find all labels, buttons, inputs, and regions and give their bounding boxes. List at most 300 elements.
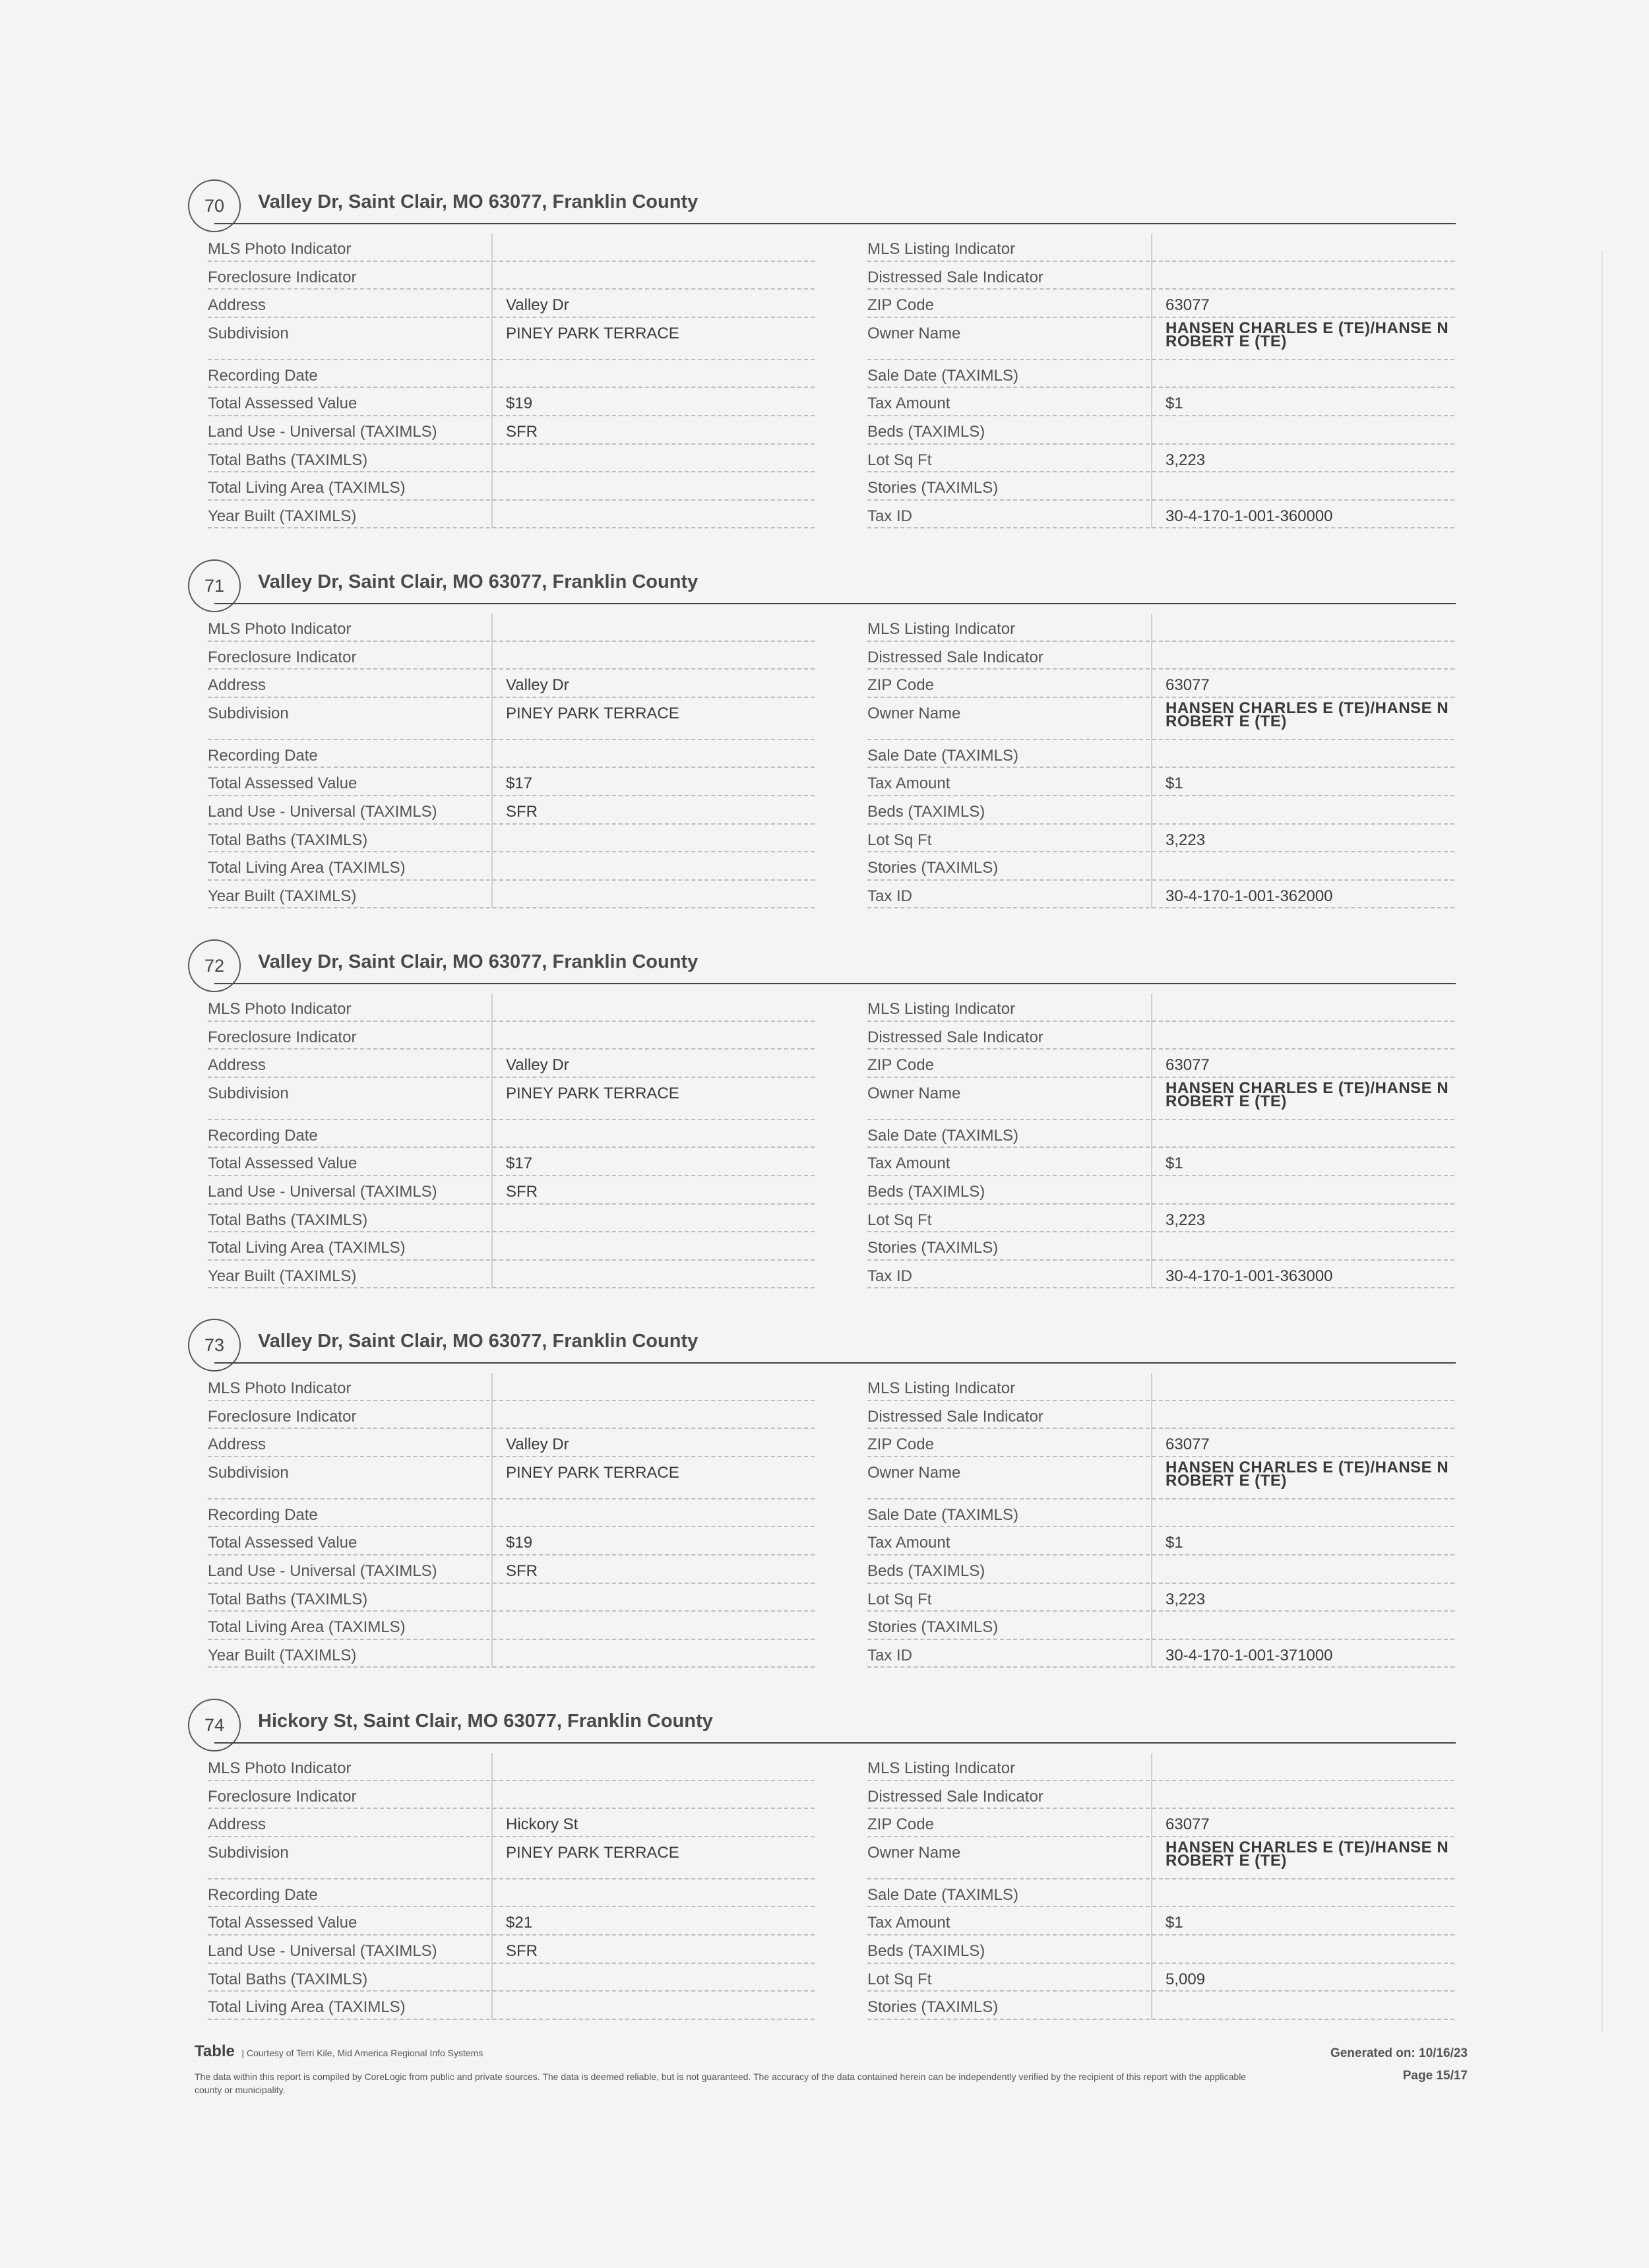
fields-column-right [867, 614, 1454, 908]
field-row [867, 1499, 1454, 1528]
field-label: Owner Name [867, 1843, 961, 1862]
field-value-cell [491, 768, 793, 796]
field-row [208, 852, 815, 881]
field-label: MLS Photo Indicator [208, 1000, 352, 1018]
field-row [208, 262, 815, 290]
field-row [867, 1879, 1454, 1908]
field-value-cell [491, 1527, 793, 1556]
field-value-cell [1151, 472, 1456, 501]
field-value-cell [491, 1078, 793, 1120]
field-label: Stories (TAXIMLS) [867, 1618, 999, 1637]
field-row [867, 852, 1454, 881]
field-label: Lot Sq Ft [867, 1590, 932, 1608]
field-value-cell [491, 1640, 793, 1668]
field-row [208, 1964, 815, 1992]
field-label: Lot Sq Ft [867, 1970, 932, 1988]
property-record [188, 179, 1454, 525]
field-label: Address [208, 1056, 266, 1075]
field-row [208, 1022, 815, 1050]
field-value-cell [1151, 614, 1456, 642]
record-header [188, 1319, 1454, 1375]
field-row [867, 1148, 1454, 1176]
field-label: MLS Photo Indicator [208, 620, 352, 638]
field-value: SFR [506, 802, 538, 821]
field-row [867, 1809, 1454, 1837]
record-number-badge: 72 [188, 939, 241, 992]
field-value: $17 [506, 1154, 533, 1173]
field-label: Tax Amount [867, 1154, 950, 1173]
field-label: Distressed Sale Indicator [867, 1787, 1043, 1806]
field-label: Owner Name [867, 324, 961, 342]
field-label: Tax Amount [867, 1534, 950, 1552]
field-row [208, 290, 815, 318]
field-row [208, 1261, 815, 1289]
field-value-cell [1151, 1907, 1456, 1936]
field-row [867, 642, 1454, 670]
field-value-cell [1151, 1781, 1456, 1810]
field-value-cell [491, 1373, 793, 1401]
field-label: Owner Name [867, 704, 961, 722]
record-header [188, 559, 1454, 616]
field-value-cell [1151, 1584, 1456, 1612]
field-value-cell [491, 796, 793, 825]
field-row [867, 501, 1454, 529]
field-value-cell [491, 472, 793, 501]
field-value-cell [491, 1261, 793, 1289]
field-row [208, 445, 815, 473]
field-label: MLS Photo Indicator [208, 1759, 352, 1777]
field-row [208, 234, 815, 262]
field-label: Beds (TAXIMLS) [867, 422, 985, 441]
field-value: Valley Dr [506, 676, 569, 695]
field-row [867, 290, 1454, 318]
field-label: Foreclosure Indicator [208, 648, 357, 666]
field-row [208, 1078, 815, 1120]
field-row [208, 1640, 815, 1668]
field-value-cell [1151, 1837, 1456, 1879]
footer-disclaimer: The data within this report is compiled by CoreLogic from public and private sources. The data is deemed reliable, but is not guaranteed. The accuracy of the data contained herein can be independently verified by the recipient of this report with the applicable county or municipality. [195, 2071, 1247, 2095]
field-value-cell [1151, 1527, 1456, 1556]
field-row [208, 1879, 815, 1908]
field-row [867, 993, 1454, 1022]
field-row [867, 1373, 1454, 1401]
field-row [208, 1457, 815, 1499]
field-row [208, 1781, 815, 1810]
field-value: $17 [506, 774, 533, 793]
fields-column-left [208, 1753, 815, 2020]
field-label: Lot Sq Ft [867, 1211, 932, 1229]
field-value-cell [1151, 1879, 1456, 1908]
field-row [208, 1753, 815, 1781]
field-value-cell [491, 1148, 793, 1176]
field-value: 63077 [1166, 1815, 1210, 1834]
field-row [208, 881, 815, 909]
field-label: Total Living Area (TAXIMLS) [208, 479, 406, 497]
field-row [208, 388, 815, 416]
record-divider [214, 1362, 1456, 1364]
field-value: SFR [506, 422, 538, 441]
field-label: ZIP Code [867, 296, 934, 315]
field-value-cell [491, 1753, 793, 1781]
fields-column-left [208, 614, 815, 908]
field-value-cell [1151, 262, 1456, 290]
field-value-cell [491, 1907, 793, 1936]
field-value: $19 [506, 394, 533, 413]
field-value-cell [491, 1781, 793, 1810]
field-value-cell [1151, 1401, 1456, 1430]
field-value: 63077 [1166, 296, 1210, 315]
field-value-cell [1151, 416, 1456, 445]
field-label: Beds (TAXIMLS) [867, 1182, 985, 1201]
field-row [208, 740, 815, 769]
field-row [867, 1753, 1454, 1781]
field-value-cell [1151, 881, 1456, 909]
field-value: $21 [506, 1914, 533, 1932]
footer-meta [1330, 2042, 1468, 2087]
field-row [208, 416, 815, 445]
property-record [188, 1699, 1454, 2017]
field-value-cell [491, 1232, 793, 1261]
field-value-cell [1151, 318, 1456, 360]
field-label: Recording Date [208, 1505, 318, 1524]
field-label: Beds (TAXIMLS) [867, 802, 985, 821]
field-value-cell [491, 1612, 793, 1640]
field-row [208, 1612, 815, 1640]
field-value-cell [491, 614, 793, 642]
field-value-cell [491, 360, 793, 389]
field-row [867, 1232, 1454, 1261]
field-value-cell [1151, 445, 1456, 473]
field-label: MLS Photo Indicator [208, 240, 352, 258]
field-row [867, 1992, 1454, 2020]
field-label: Total Living Area (TAXIMLS) [208, 1618, 406, 1637]
field-label: Lot Sq Ft [867, 451, 932, 469]
field-row [867, 1556, 1454, 1584]
field-value: PINEY PARK TERRACE [506, 704, 679, 722]
field-label: Address [208, 676, 266, 695]
field-row [867, 1640, 1454, 1668]
field-row [867, 670, 1454, 698]
field-label: Land Use - Universal (TAXIMLS) [208, 1561, 437, 1580]
field-label: Sale Date (TAXIMLS) [867, 1126, 1018, 1145]
field-label: Total Assessed Value [208, 394, 358, 413]
field-value: PINEY PARK TERRACE [506, 1463, 679, 1482]
field-row [867, 1205, 1454, 1233]
record-title: Valley Dr, Saint Clair, MO 63077, Franklin County [258, 191, 699, 212]
field-value-cell [491, 1050, 793, 1078]
field-row [208, 670, 815, 698]
field-value-cell [491, 1120, 793, 1149]
field-row [867, 318, 1454, 360]
field-row [867, 1612, 1454, 1640]
field-value-cell [1151, 388, 1456, 416]
field-label: Recording Date [208, 366, 318, 385]
field-row [208, 1837, 815, 1879]
field-value-cell [1151, 234, 1456, 262]
field-label: Address [208, 1815, 266, 1834]
field-row [208, 1499, 815, 1528]
field-value-cell [1151, 852, 1456, 881]
field-value-cell [491, 1584, 793, 1612]
field-label: Owner Name [867, 1084, 961, 1102]
field-row [208, 1429, 815, 1457]
field-label: Address [208, 296, 266, 315]
field-label: Beds (TAXIMLS) [867, 1941, 985, 1960]
field-label: MLS Listing Indicator [867, 240, 1016, 258]
field-label: Owner Name [867, 1463, 961, 1482]
field-label: Subdivision [208, 1843, 289, 1862]
field-value-cell [491, 416, 793, 445]
field-label: ZIP Code [867, 1815, 934, 1834]
field-row [208, 1936, 815, 1964]
field-value-cell [1151, 1964, 1456, 1992]
record-divider [214, 603, 1456, 604]
field-label: Total Assessed Value [208, 1534, 358, 1552]
field-value: 3,223 [1166, 451, 1206, 469]
field-value-cell [491, 1499, 793, 1528]
field-label: Total Baths (TAXIMLS) [208, 1970, 368, 1988]
field-row [208, 796, 815, 825]
field-label: Land Use - Universal (TAXIMLS) [208, 1182, 437, 1201]
field-label: Stories (TAXIMLS) [867, 1998, 999, 2017]
field-label: Address [208, 1435, 266, 1454]
record-title: Hickory St, Saint Clair, MO 63077, Franklin County [258, 1711, 713, 1732]
field-label: Sale Date (TAXIMLS) [867, 1505, 1018, 1524]
field-value: SFR [506, 1182, 538, 1201]
field-label: Total Baths (TAXIMLS) [208, 831, 368, 849]
field-value-cell [1151, 1429, 1456, 1457]
record-divider [214, 223, 1456, 224]
field-value-cell [491, 1176, 793, 1205]
field-value-cell [491, 234, 793, 262]
field-row [867, 768, 1454, 796]
field-row [867, 825, 1454, 853]
field-value-cell [1151, 1612, 1456, 1640]
record-header [188, 1699, 1454, 1755]
field-label: Total Living Area (TAXIMLS) [208, 1998, 406, 2017]
field-label: Total Baths (TAXIMLS) [208, 1211, 368, 1229]
field-value: Valley Dr [506, 296, 569, 315]
field-value-cell [1151, 642, 1456, 670]
record-header [188, 939, 1454, 996]
field-row [867, 360, 1454, 389]
record-title: Valley Dr, Saint Clair, MO 63077, Franklin County [258, 571, 699, 592]
field-value-cell [491, 1936, 793, 1964]
record-number-badge: 71 [188, 559, 241, 612]
field-value: 63077 [1166, 676, 1210, 695]
field-row [867, 1936, 1454, 1964]
field-row [867, 472, 1454, 501]
field-row [867, 1457, 1454, 1499]
field-value-cell [1151, 1936, 1456, 1964]
field-value-cell [491, 1429, 793, 1457]
field-label: Land Use - Universal (TAXIMLS) [208, 422, 437, 441]
field-value-cell [491, 642, 793, 670]
field-row [867, 740, 1454, 769]
fields-column-right [867, 1753, 1454, 2020]
fields-column-left [208, 1373, 815, 1668]
field-value-cell [491, 1992, 793, 2020]
field-row [208, 1148, 815, 1176]
field-value: Valley Dr [506, 1435, 569, 1454]
field-value-cell [1151, 1640, 1456, 1668]
field-value-cell [1151, 1373, 1456, 1401]
field-label: Tax ID [867, 1267, 913, 1285]
field-label: Foreclosure Indicator [208, 1407, 357, 1426]
field-value-cell [491, 881, 793, 909]
field-label: Subdivision [208, 704, 289, 722]
field-label: Land Use - Universal (TAXIMLS) [208, 802, 437, 821]
field-label: Tax ID [867, 887, 913, 905]
field-value: 5,009 [1166, 1970, 1206, 1988]
field-label: Recording Date [208, 1885, 318, 1904]
field-row [208, 698, 815, 740]
field-label: Sale Date (TAXIMLS) [867, 366, 1018, 385]
field-row [208, 1373, 815, 1401]
field-label: Subdivision [208, 1084, 289, 1102]
field-value: PINEY PARK TERRACE [506, 1843, 679, 1862]
field-label: Year Built (TAXIMLS) [208, 887, 357, 905]
field-value: 30-4-170-1-001-362000 [1166, 887, 1333, 905]
field-row [208, 642, 815, 670]
field-value-cell [491, 1964, 793, 1992]
field-value: $1 [1166, 1154, 1183, 1173]
field-label: Year Built (TAXIMLS) [208, 1646, 357, 1664]
field-value-cell [1151, 501, 1456, 529]
field-value-cell [1151, 1078, 1456, 1120]
record-header [188, 179, 1454, 236]
field-label: MLS Photo Indicator [208, 1379, 352, 1397]
fields-column-left [208, 234, 815, 528]
field-value-cell [1151, 768, 1456, 796]
field-value-cell [491, 1556, 793, 1584]
field-label: Year Built (TAXIMLS) [208, 1267, 357, 1285]
field-value-cell [1151, 290, 1456, 318]
field-value-cell [1151, 1050, 1456, 1078]
record-title: Valley Dr, Saint Clair, MO 63077, Franklin County [258, 951, 699, 972]
field-value: 30-4-170-1-001-360000 [1166, 507, 1333, 525]
field-row [867, 1964, 1454, 1992]
field-row [208, 825, 815, 853]
property-record [188, 559, 1454, 905]
field-row [867, 1907, 1454, 1936]
field-label: MLS Listing Indicator [867, 1759, 1016, 1777]
field-value-cell [1151, 1022, 1456, 1050]
field-value: 63077 [1166, 1056, 1210, 1075]
field-label: Distressed Sale Indicator [867, 1407, 1043, 1426]
field-label: Recording Date [208, 746, 318, 765]
field-value-cell [1151, 825, 1456, 853]
field-row [867, 1022, 1454, 1050]
field-value: PINEY PARK TERRACE [506, 1084, 679, 1102]
field-label: Subdivision [208, 1463, 289, 1482]
field-label: ZIP Code [867, 1056, 934, 1075]
field-label: Total Assessed Value [208, 1154, 358, 1173]
field-value: HANSEN CHARLES E (TE)/HANSE N ROBERT E (TE) [1166, 319, 1449, 350]
field-row [208, 360, 815, 389]
record-divider [214, 983, 1456, 984]
field-row [867, 881, 1454, 909]
field-value: $1 [1166, 394, 1183, 413]
field-row [208, 1205, 815, 1233]
field-row [867, 1078, 1454, 1120]
field-row [208, 614, 815, 642]
record-number-badge: 73 [188, 1319, 241, 1371]
field-row [867, 262, 1454, 290]
record-divider [214, 1742, 1456, 1744]
field-label: Beds (TAXIMLS) [867, 1561, 985, 1580]
field-row [867, 1261, 1454, 1289]
field-row [867, 445, 1454, 473]
field-row [208, 1176, 815, 1205]
field-value-cell [491, 445, 793, 473]
field-row [867, 1781, 1454, 1810]
field-value-cell [1151, 1176, 1456, 1205]
field-value-cell [1151, 698, 1456, 740]
field-value: 30-4-170-1-001-371000 [1166, 1646, 1333, 1664]
field-label: ZIP Code [867, 676, 934, 695]
field-value-cell [491, 1401, 793, 1430]
field-label: Foreclosure Indicator [208, 1787, 357, 1806]
field-label: Stories (TAXIMLS) [867, 859, 999, 877]
field-row [867, 1527, 1454, 1556]
field-row [867, 234, 1454, 262]
field-value: HANSEN CHARLES E (TE)/HANSE N ROBERT E (TE) [1166, 1079, 1449, 1110]
field-value: $1 [1166, 1914, 1183, 1932]
field-value-cell [491, 670, 793, 698]
property-record [188, 1319, 1454, 1664]
field-row [867, 1176, 1454, 1205]
field-row [867, 614, 1454, 642]
field-row [867, 1120, 1454, 1149]
field-value-cell [1151, 1992, 1456, 2020]
field-row [208, 1232, 815, 1261]
field-label: Total Baths (TAXIMLS) [208, 1590, 368, 1608]
field-label: Distressed Sale Indicator [867, 648, 1043, 666]
field-label: Total Living Area (TAXIMLS) [208, 1239, 406, 1257]
field-value: $19 [506, 1534, 533, 1552]
field-value-cell [491, 262, 793, 290]
footer-courtesy: | Courtesy of Terri Kile, Mid America Regional Info Systems [241, 2048, 483, 2058]
field-value-cell [491, 740, 793, 769]
field-row [208, 472, 815, 501]
field-row [867, 796, 1454, 825]
field-row [208, 1401, 815, 1430]
field-value-cell [1151, 1232, 1456, 1261]
field-value: Hickory St [506, 1815, 578, 1834]
field-value: SFR [506, 1561, 538, 1580]
field-value-cell [491, 501, 793, 529]
field-label: Stories (TAXIMLS) [867, 479, 999, 497]
field-row [208, 318, 815, 360]
field-label: Total Baths (TAXIMLS) [208, 451, 368, 469]
field-value: 3,223 [1166, 1590, 1206, 1608]
field-value-cell [491, 852, 793, 881]
field-value-cell [491, 1837, 793, 1879]
field-label: Lot Sq Ft [867, 831, 932, 849]
field-label: Total Assessed Value [208, 1914, 358, 1932]
field-value-cell [491, 1457, 793, 1499]
field-value-cell [1151, 1809, 1456, 1837]
field-row [208, 1556, 815, 1584]
field-label: MLS Listing Indicator [867, 620, 1016, 638]
field-row [867, 1401, 1454, 1430]
field-value-cell [491, 825, 793, 853]
field-row [867, 1837, 1454, 1879]
field-row [208, 1527, 815, 1556]
field-value: 63077 [1166, 1435, 1210, 1454]
field-value-cell [491, 1809, 793, 1837]
